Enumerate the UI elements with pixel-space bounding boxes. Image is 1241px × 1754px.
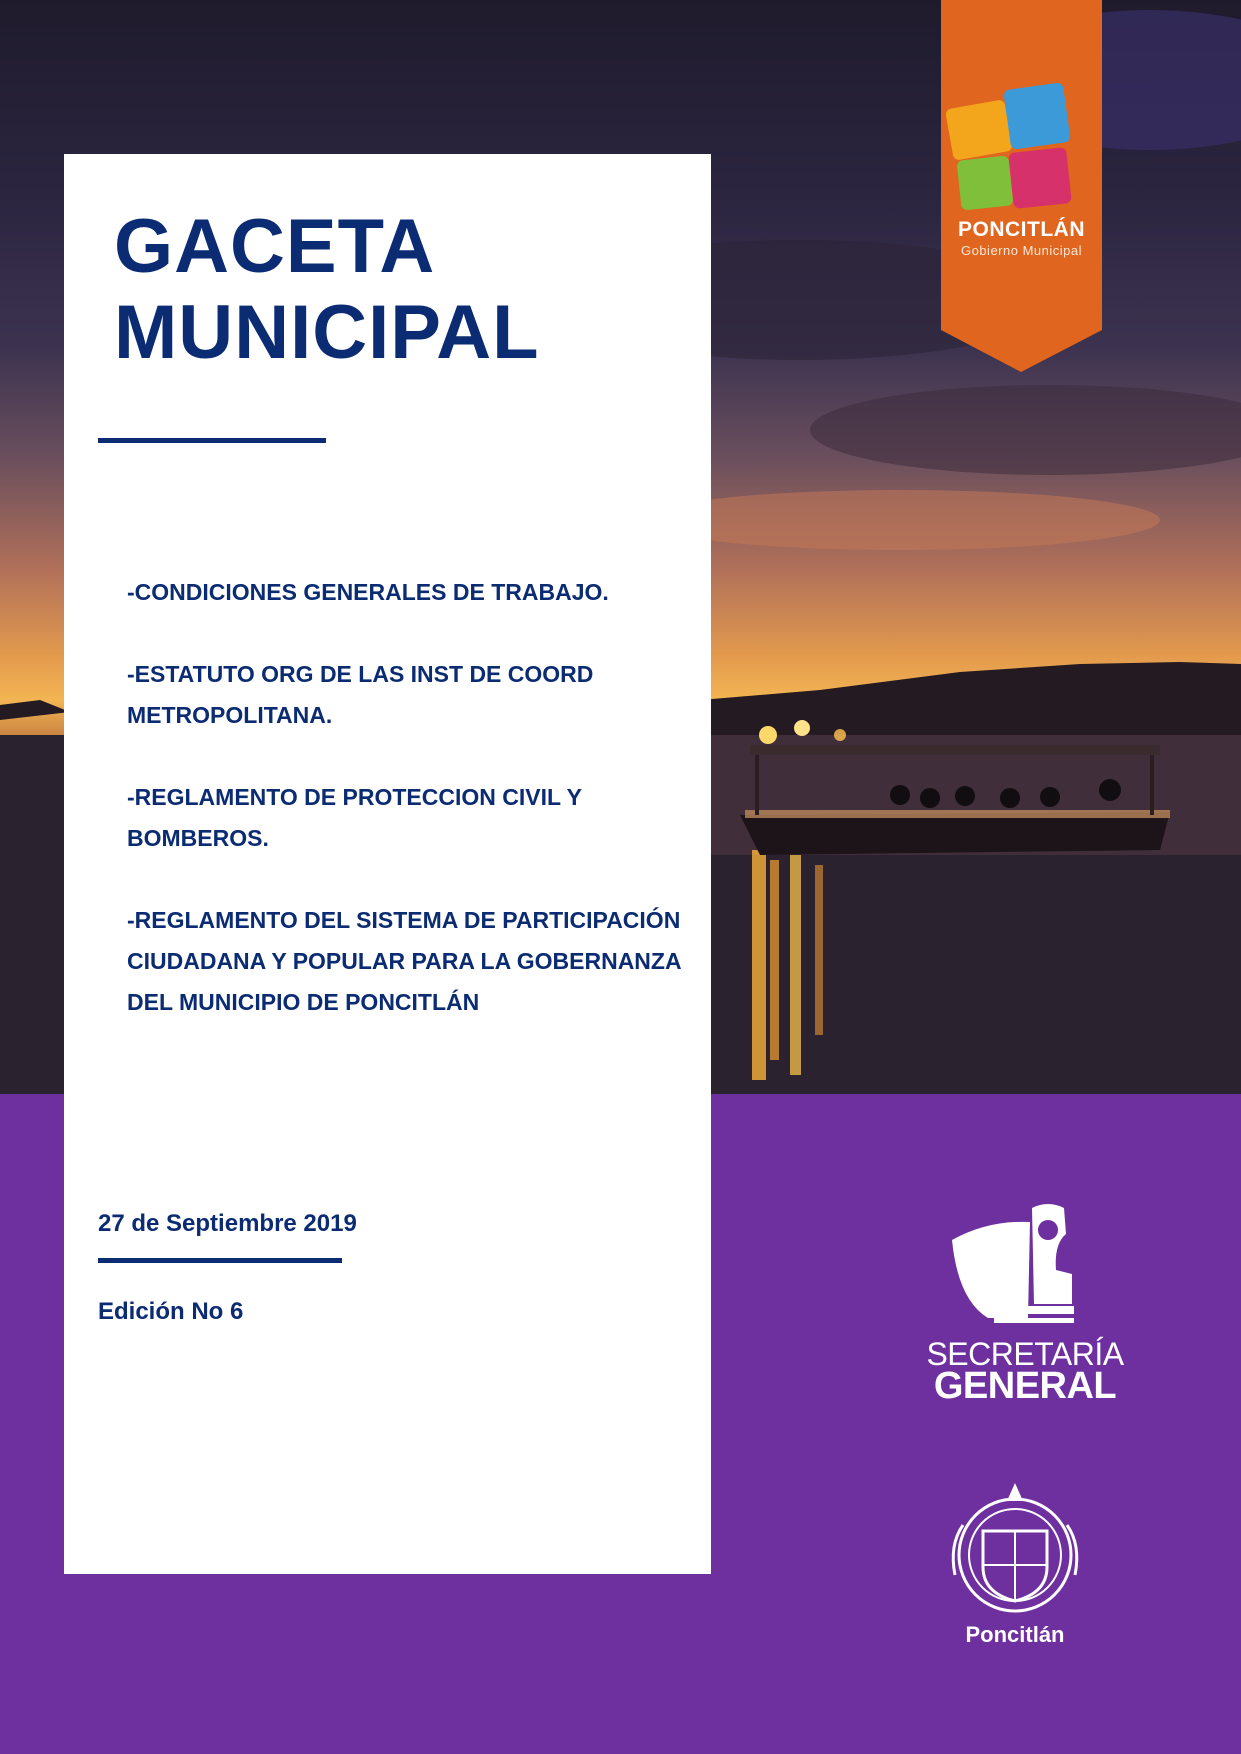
title-card	[64, 154, 711, 1574]
edition-number: Edición No 6	[98, 1298, 244, 1325]
secretaria-line-2: GENERAL	[933, 1365, 1117, 1407]
page-title	[114, 204, 540, 376]
stamp-document-icon	[948, 1200, 1088, 1330]
municipal-coat-of-arms-icon	[945, 1475, 1085, 1621]
seal-label: Poncitlán	[965, 1622, 1065, 1647]
contents-list	[127, 572, 687, 1064]
title-divider	[98, 438, 326, 443]
municipal-logo-banner	[941, 0, 1102, 372]
date-divider	[98, 1258, 342, 1263]
publication-date: 27 de Septiembre 2019	[98, 1210, 357, 1237]
title-line-2: MUNICIPAL	[114, 290, 540, 375]
municipal-logo-name: PONCITLÁN	[958, 218, 1085, 241]
contents-item: -REGLAMENTO DE PROTECCION CIVIL Y BOMBEROS.	[127, 784, 582, 851]
contents-item: -CONDICIONES GENERALES DE TRABAJO.	[127, 579, 609, 605]
municipal-logo-subtitle: Gobierno Municipal	[960, 243, 1082, 258]
contents-item: -ESTATUTO ORG DE LAS INST DE COORD METROPOLITANA.	[127, 661, 594, 728]
secretaria-line-1: SECRETARÍA	[926, 1336, 1124, 1372]
contents-item: -REGLAMENTO DEL SISTEMA DE PARTICIPACIÓN CIUDADANA Y POPULAR PARA LA GOBERNANZA DEL MUNICIPIO DE PONCITLÁN	[127, 907, 681, 1015]
title-line-1: GACETA	[114, 204, 436, 289]
